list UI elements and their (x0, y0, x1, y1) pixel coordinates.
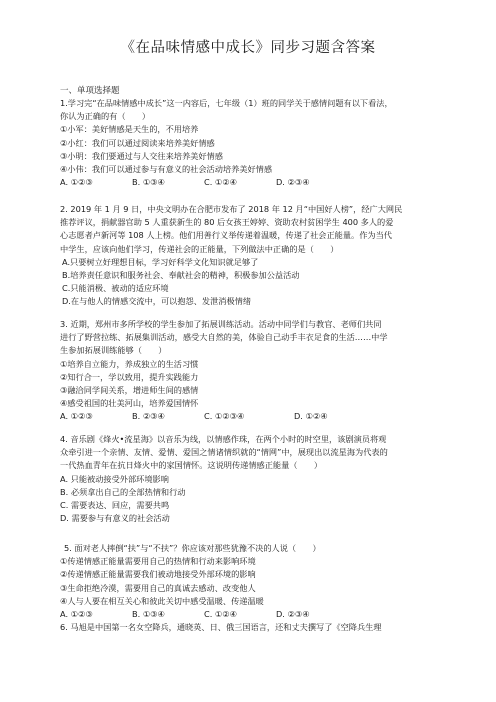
q5-item: ④人与人要在相互关心和彼此关切中感受温暖、传递温暖 (60, 595, 264, 606)
q3-item: ①培养自立能力，养成独立的生活习惯 (60, 358, 199, 369)
q1-option-b: B. ①③④ (132, 177, 165, 188)
q3-line: 进行了野营拉练、拓展集训活动，感受大自然的美，体验自己动手丰衣足食的生活……中学 (60, 332, 388, 343)
document-title: 《在品味情感中成长》同步习题含答案 (120, 40, 376, 56)
q5-item: ①传递情感正能量需要用自己的热情和行动来影响环境 (60, 556, 256, 567)
q3-item: ④感受祖国的壮美河山，培养爱国情怀 (60, 398, 199, 409)
q1-option-d: D. ②③④ (276, 177, 310, 188)
q1-option-c: C. ①②④ (204, 177, 237, 188)
q5-stem: 5. 面对老人摔倒“扶”与“不扶”？你应该对那些犹豫不决的人说（ ） (64, 543, 321, 553)
q2-line: 推荐评议，捐献器官助 5 人重获新生的 80 后女孩王婷婷、资助农村贫困学生 400 多人的爱 (60, 217, 394, 228)
q3-options (60, 410, 440, 423)
q5-item: ③生命拒绝冷漠，需要用自己的真诚去感动、改变他人 (60, 582, 256, 593)
q1-item: ②小红：我们可以通过阅读来培养美好情感 (60, 137, 215, 148)
q2-line: 心志愿者卢新河等 108 人上榜。他们用善行义举传递着温暖，传递了社会正能量。作为当代 (60, 230, 392, 241)
q1-item: ①小军：美好情感是天生的，不用培养 (60, 124, 199, 135)
q4-line: 一代热血青年在抗日烽火中的家国情怀。这说明传递情感正能量（ ） (60, 460, 323, 471)
section-heading: 一、单项选择题 (60, 86, 120, 96)
q1-options (60, 176, 440, 189)
q1-stem-line-2: 你认为正确的有（ ） (60, 111, 151, 122)
q2-line: 2. 2019 年 1 月 9 日，中央文明办在合肥市发布了 2018 年 12 月“中国好人榜”，经广大网民 (60, 204, 403, 214)
question-4 (60, 433, 440, 525)
q3-item: ③融洽同学间关系，增进师生间的感情 (60, 385, 199, 396)
q5-item: ②传递情感正能量需要我们被动地接受外部环境的影响 (60, 569, 256, 580)
q2-line: 中学生，应该向他们学习，传递社会的正能量，下列做法中正确的是（ ） (60, 243, 339, 254)
q5-option-b: B. ①③④ (132, 609, 165, 620)
q4-line: 4. 音乐剧《烽火•流星海》以音乐为线，以情感作珠，在两个小时的时空里，该剧演员将观 (60, 434, 387, 444)
q3-option-b: B. ②③④ (132, 411, 165, 422)
question-3 (60, 318, 440, 424)
q6-line: 6. 马旭是中国第一名女空降兵，通晓英、日、俄三国语言，还和丈夫撰写了《空降兵生理 (60, 622, 382, 632)
q2-option-d: D.在与他人的情感交流中，可以抱怨、发泄消极情绪 (62, 296, 252, 307)
question-1 (60, 97, 440, 189)
question-6 (60, 621, 440, 634)
q5-option-d: D. ②③④ (276, 609, 310, 620)
q3-line: 生参加拓展训练能够（ ） (60, 345, 167, 356)
q2-option-c: C.只能消极、被动的适应环境 (62, 283, 169, 294)
q1-stem-line-1: 1.学习完“在品味情感中成长”这一内容后，七年级（1）班的同学关于感情问题有以下看法， (60, 98, 393, 108)
q3-item: ②知行合一，学以致用，提升实践能力 (60, 371, 199, 382)
q3-option-d: D. ①②④ (294, 411, 328, 422)
q3-line: 3. 近期，郑州市多所学校的学生参加了拓展训练活动。活动中同学们与教官、老师们共同 (60, 319, 382, 329)
q5-option-a: A. ①②③ (60, 609, 93, 620)
q4-option-d: D. 需要参与有意义的社会活动 (60, 513, 170, 524)
question-5 (60, 542, 440, 621)
q3-option-a: A. ①②③ (60, 411, 93, 422)
q4-option-c: C. 需要表达、回应，需要共鸣 (60, 500, 170, 511)
q1-item: ④小伟：我们可以通过参与有意义的社会活动培养美好情感 (60, 164, 273, 175)
q4-option-b: B. 必须拿出自己的全部热情和行动 (60, 486, 186, 497)
q4-option-a: A. 只能被动接受外部环境影响 (60, 473, 169, 484)
question-2 (60, 203, 440, 309)
q4-line: 众牵引进一个亲情、友情、爱情、爱国之情诸情织就的“情网”中，展现出以流星海为代表的 (60, 447, 388, 458)
q5-option-c: C. ①②④ (204, 609, 237, 620)
q5-options (60, 608, 440, 621)
q1-item: ③小明：我们要通过与人交往来培养美好情感 (60, 150, 223, 161)
q2-option-a: A.只要树立好理想目标，学习好科学文化知识就足够了 (62, 256, 259, 267)
q3-option-c: C. ①②③④ (204, 411, 245, 422)
q2-option-b: B.培养责任意识和服务社会、奉献社会的精神，积极参加公益活动 (62, 270, 300, 281)
q1-option-a: A. ①②③ (60, 177, 93, 188)
